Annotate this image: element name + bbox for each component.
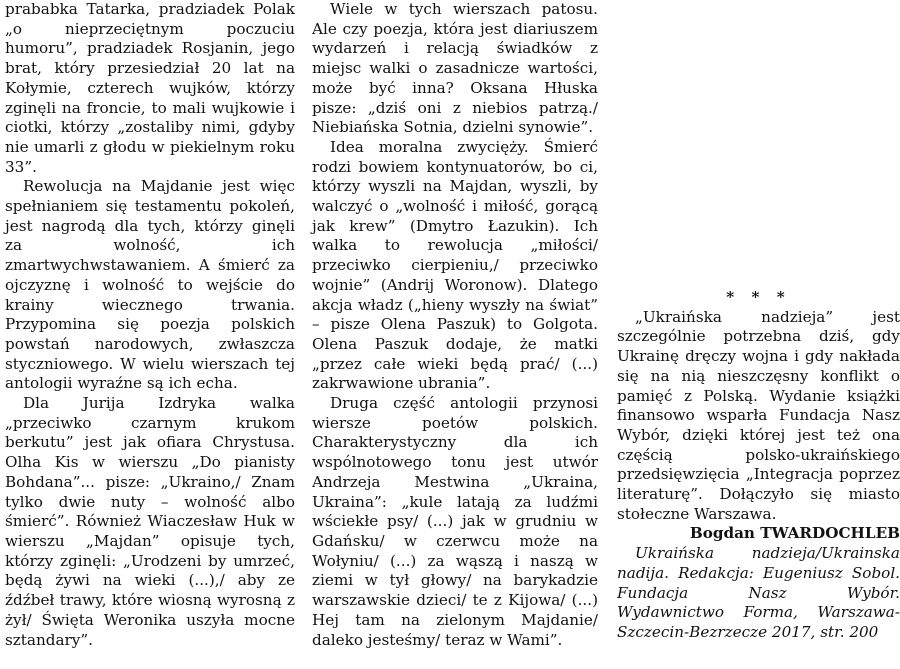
paragraph: Dla Jurija Izdryka walka „przeciwko czarnym krukom berkutu” jest jak ofiara Chrystusa. Olha Kis w wierszu „Do pianisty Bohdana”... pisze: „Ukraino,/ Znam tylko dwie nuty – wolność albo śmierć”. Również Wiaczesław Huk w wierszu „Majdan” opisuje tych, którzy zginęli: „Urodzeni by umrzeć, będą żywi na wieki (...),/ aby ze źdźbeł trawy, które wiosną wyrosną z żył/ Święta Weronika uszyła mocne sztandary”. [5,394,295,649]
paragraph: Wiele w tych wierszach patosu. Ale czy poezja, która jest diariuszem wydarzeń i relacją świadków z miejsc walki o zasadnicze wartości, może być inna? Oksana Hłuska pisze: „dziś oni z niebios patrzą./ Niebiańska Sotnia, dzielni synowie”. [312,0,598,137]
article-column-1 [5,0,295,650]
section-separator: * * * [726,288,791,306]
author-signature: Bogdan TWARDOCHLEB [689,524,900,543]
article-column-2 [312,0,598,650]
article-column-3 [617,288,900,643]
paragraph: Rewolucja na Majdanie jest więc spełnianiem się testamentu pokoleń, jest nagrodą dla tych, którzy ginęli za wolność, ich zmartwychwstawaniem. A śmierć za ojczyznę i wolność to wejście do krainy wiecznego trwania. Przypomina się poezja polskich powstań narodowych, zwłaszcza styczniowego. W wielu wierszach tej antologii wyraźne są ich echa. [5,177,295,393]
paragraph: prababka Tatarka, pradziadek Polak „o nieprzeciętnym poczuciu humoru”, pradziadek Rosjanin, jego brat, który przesiedział 20 lat na Kołymie, czterech wujków, którzy zginęli na froncie, to mali wujkowie i ciotki, którzy „zostaliby nimi, gdyby nie umarli z głodu w piekielnym roku 33”. [5,0,295,176]
paragraph: „Ukraińska nadzieja” jest szczególnie potrzebna dziś, gdy Ukrainę dręczy wojna i gdy nakłada się na nią nieszczęsny konflikt o pamięć z Polską. Wydanie książki finansowo wsparła Fundacja Nasz Wybór, dzięki której jest też ona częścią polsko-ukraińskiego przedsięwzięcia „Integracja poprzez literaturę”. Dołączyło się miasto stołeczne Warszawa. [617,307,900,523]
paragraph: Idea moralna zwycięży. Śmierć rodzi bowiem kontynuatorów, bo ci, którzy wyszli na Majdan, wyszli, by walczyć o „wolność i miłość, gorącą jak krew” (Dmytro Łazukin). Ich walka to rewolucja „miłości/ przeciwko cierpieniu,/ przeciwko wojnie” (Andrij Woronow). Dlatego akcja władz („hieny wyszły na świat” – pisze Olena Paszuk) to Golgota. Olena Paszuk dodaje, że matki „przez całe wieki będą prać/ (...) zakrwawione ubrania”. [312,137,598,393]
bibliographic-note: Ukraińska nadzieja/Ukrainska nadija. Redakcja: Eugeniusz Sobol. Fundacja Nasz Wybór. Wydawnictwo Forma, Warszawa-Szczecin-Bezrzecze 2017, str. 200 [617,544,900,641]
paragraph: Druga część antologii przynosi wiersze poetów polskich. Charakterystyczny dla ich wspólnotowego tonu jest utwór Andrzeja Mestwina „Ukraina, Ukraina”: „kule latają za ludźmi wściekłe psy/ (...) jak w grudniu w Gdańsku/ w czerwcu może na Wołyniu/ (...) za wąszą i naszą w ziemi w tył głowy/ na barykadzie warszawskie dzieci/ te z Kijowa/ (...) Hej tam na zielonym Majdanie/ daleko jesteśmy/ teraz w Wami”. [312,394,598,649]
